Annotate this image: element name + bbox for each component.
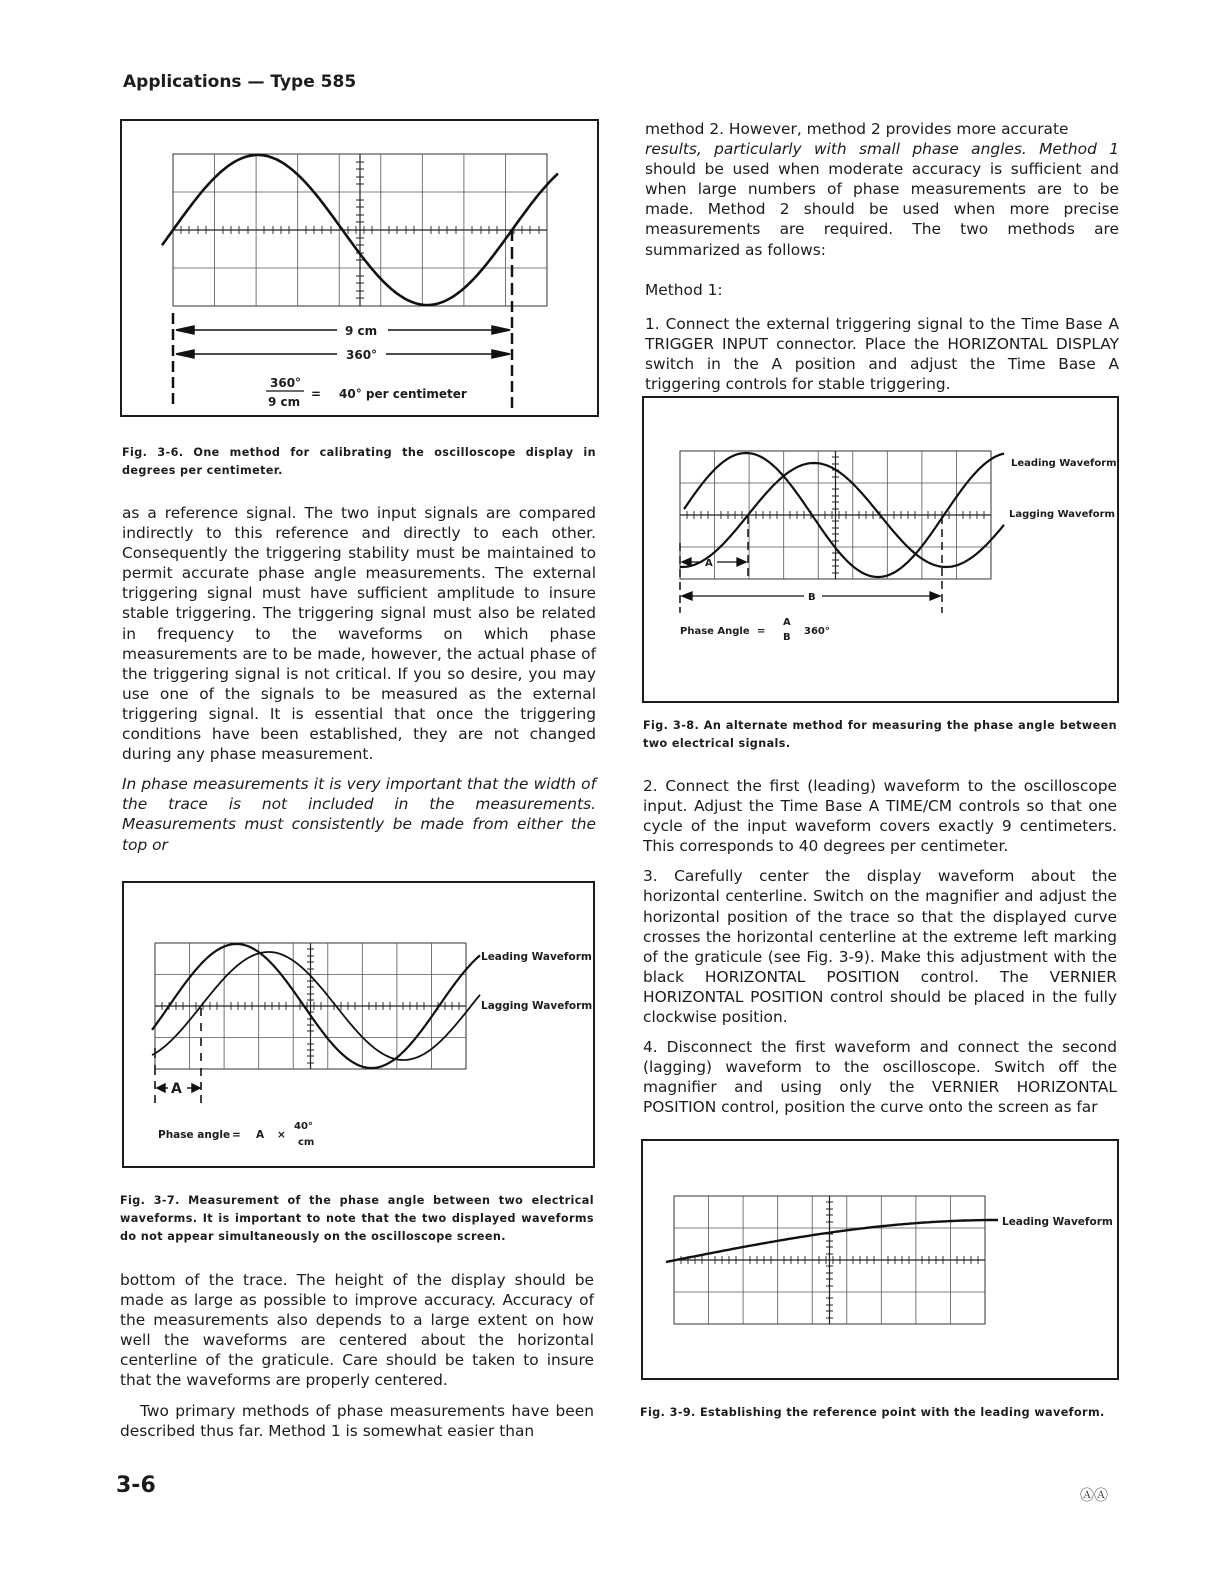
fig36-eq-denominator: 9 cm: [268, 395, 301, 409]
right-paragraph-1c: should be used when moderate accuracy is sufficient and when large numbers of phase measurements are to be made. Method 2 should be used when more precise measurements are required. The two methods are summarized as follows:: [645, 160, 1119, 259]
tektronix-logo: ⒶⒶ: [1080, 1488, 1108, 1504]
figure-3-9-caption: Fig. 3-9. Establishing the reference point with the leading waveform.: [640, 1406, 1105, 1419]
fig37-a-label: A: [171, 1081, 182, 1097]
figure-3-7-caption: Fig. 3-7. Measurement of the phase angle between two electrical waveforms. It is important to note that the two displayed waveforms do not appear simultaneously on the oscilloscope screen.: [120, 1194, 594, 1243]
figure-3-6: [120, 119, 599, 417]
fig38-formula-numerator: A: [783, 617, 791, 628]
left-column-top: [122, 503, 596, 865]
step-4: 4. Disconnect the first waveform and connect the second (lagging) waveform to the oscilloscope. Switch off the magnifier and using only the VERNIER HORIZONTAL POSITION control, position the curve onto the screen as far: [643, 1038, 1117, 1117]
left-column-bottom: [120, 1270, 594, 1451]
fig38-a-label: A: [705, 558, 713, 569]
right-paragraph-1a: method 2. However, method 2 provides more accurate: [645, 120, 1069, 138]
fig38-formula-left: Phase Angle: [680, 626, 750, 637]
fig37-formula-times: ×: [277, 1129, 286, 1141]
fig38-lagging-label: Lagging Waveform: [1009, 509, 1115, 520]
figure-3-7: [122, 881, 595, 1168]
left-paragraph-4: Two primary methods of phase measurements have been described thus far. Method 1 is somewhat easier than: [120, 1401, 594, 1440]
fig37-formula-equals: =: [232, 1129, 241, 1141]
left-paragraph-2: In phase measurements it is very important that the width of the trace is not included in the measurements. Measurements must consistently be made from either the top or: [122, 775, 596, 854]
fig38-formula-denominator: B: [783, 632, 791, 643]
right-column-top: [645, 119, 1119, 404]
fig37-lagging-label: Lagging Waveform: [481, 1000, 593, 1012]
figure-3-9-graphic: [643, 1141, 1117, 1378]
right-paragraph-1b: results, particularly with small phase angles. Method 1: [645, 140, 1119, 159]
fig36-eq-numerator: 360°: [270, 376, 302, 390]
fig36-eq-result: 40° per centimeter: [339, 387, 467, 401]
fig37-formula-numerator: 40°: [294, 1121, 313, 1132]
left-paragraph-1: as a reference signal. The two input signals are compared indirectly to this reference and directly to each other. Consequently the triggering stability must be maintained to permit accurate phase angle measurements. The external triggering signal must have sufficient amplitude to insure stable triggering. The triggering signal must also be related in frequency to the waveforms on which phase measurements are to be made, however, the actual phase of the triggering signal is not critical. If you so desire, you may use one of the signals to be measured as the external triggering signal. It is essential that once the triggering conditions have been established, they are not changed during any phase measurement.: [122, 504, 596, 764]
fig38-b-label: B: [808, 592, 816, 603]
fig38-leading-label: Leading Waveform: [1011, 458, 1117, 469]
method-heading: Method 1:: [645, 280, 723, 299]
fig36-9cm-label: 9 cm: [345, 324, 378, 338]
figure-3-8-caption: Fig. 3-8. An alternate method for measuring the phase angle between two electrical signals.: [643, 719, 1117, 750]
step-2: 2. Connect the first (leading) waveform to the oscilloscope input. Adjust the Time Base A TIME/CM controls so that one cycle of the input waveform covers exactly 9 centimeters. This corresponds to 40 degrees per centimeter.: [643, 777, 1117, 856]
step-3: 3. Carefully center the display waveform about the horizontal centerline. Switch on the magnifier and adjust the horizontal position of the trace so that the displayed curve crosses the horizontal centerline at the extreme left marking of the graticule (see Fig. 3-9). Make this adjustment with the black HORIZONTAL POSITION control. The VERNIER HORIZONTAL POSITION control should be placed in the fully clockwise position.: [643, 867, 1117, 1027]
figure-3-9: [641, 1139, 1119, 1380]
figure-3-8-graphic: [644, 398, 1117, 701]
fig36-360-label: 360°: [346, 348, 378, 362]
fig36-eq-equals: =: [311, 387, 322, 401]
fig38-formula-degrees: 360°: [804, 626, 830, 637]
figure-3-8: [642, 396, 1119, 703]
left-paragraph-3: bottom of the trace. The height of the display should be made as large as possible to improve accuracy. Accuracy of the measurements also depends to a large extent on how well the waveforms are centered about the horizontal centerline of the graticule. Care should be taken to insure that the waveforms are properly centered.: [120, 1271, 594, 1390]
fig37-formula-denominator: cm: [298, 1137, 315, 1148]
fig37-formula-a: A: [256, 1129, 265, 1141]
fig37-leading-label: Leading Waveform: [481, 951, 592, 963]
page-number: 3-6: [116, 1473, 156, 1498]
fig39-leading-label: Leading Waveform: [1002, 1216, 1113, 1228]
fig37-formula-left: Phase angle: [158, 1129, 231, 1141]
figure-3-6-graphic: [122, 121, 597, 415]
fig38-formula-equals: =: [757, 626, 766, 637]
right-column-middle: [643, 776, 1117, 1128]
figure-3-6-caption: Fig. 3-6. One method for calibrating the oscilloscope display in degrees per centimeter.: [122, 446, 596, 477]
page-header: Applications — Type 585: [123, 72, 357, 92]
figure-3-7-graphic: [124, 883, 593, 1166]
step-1: 1. Connect the external triggering signal to the Time Base A TRIGGER INPUT connector. Place the HORIZONTAL DISPLAY switch in the A position and adjust the Time Base A triggering controls for stable triggering.: [645, 314, 1119, 394]
